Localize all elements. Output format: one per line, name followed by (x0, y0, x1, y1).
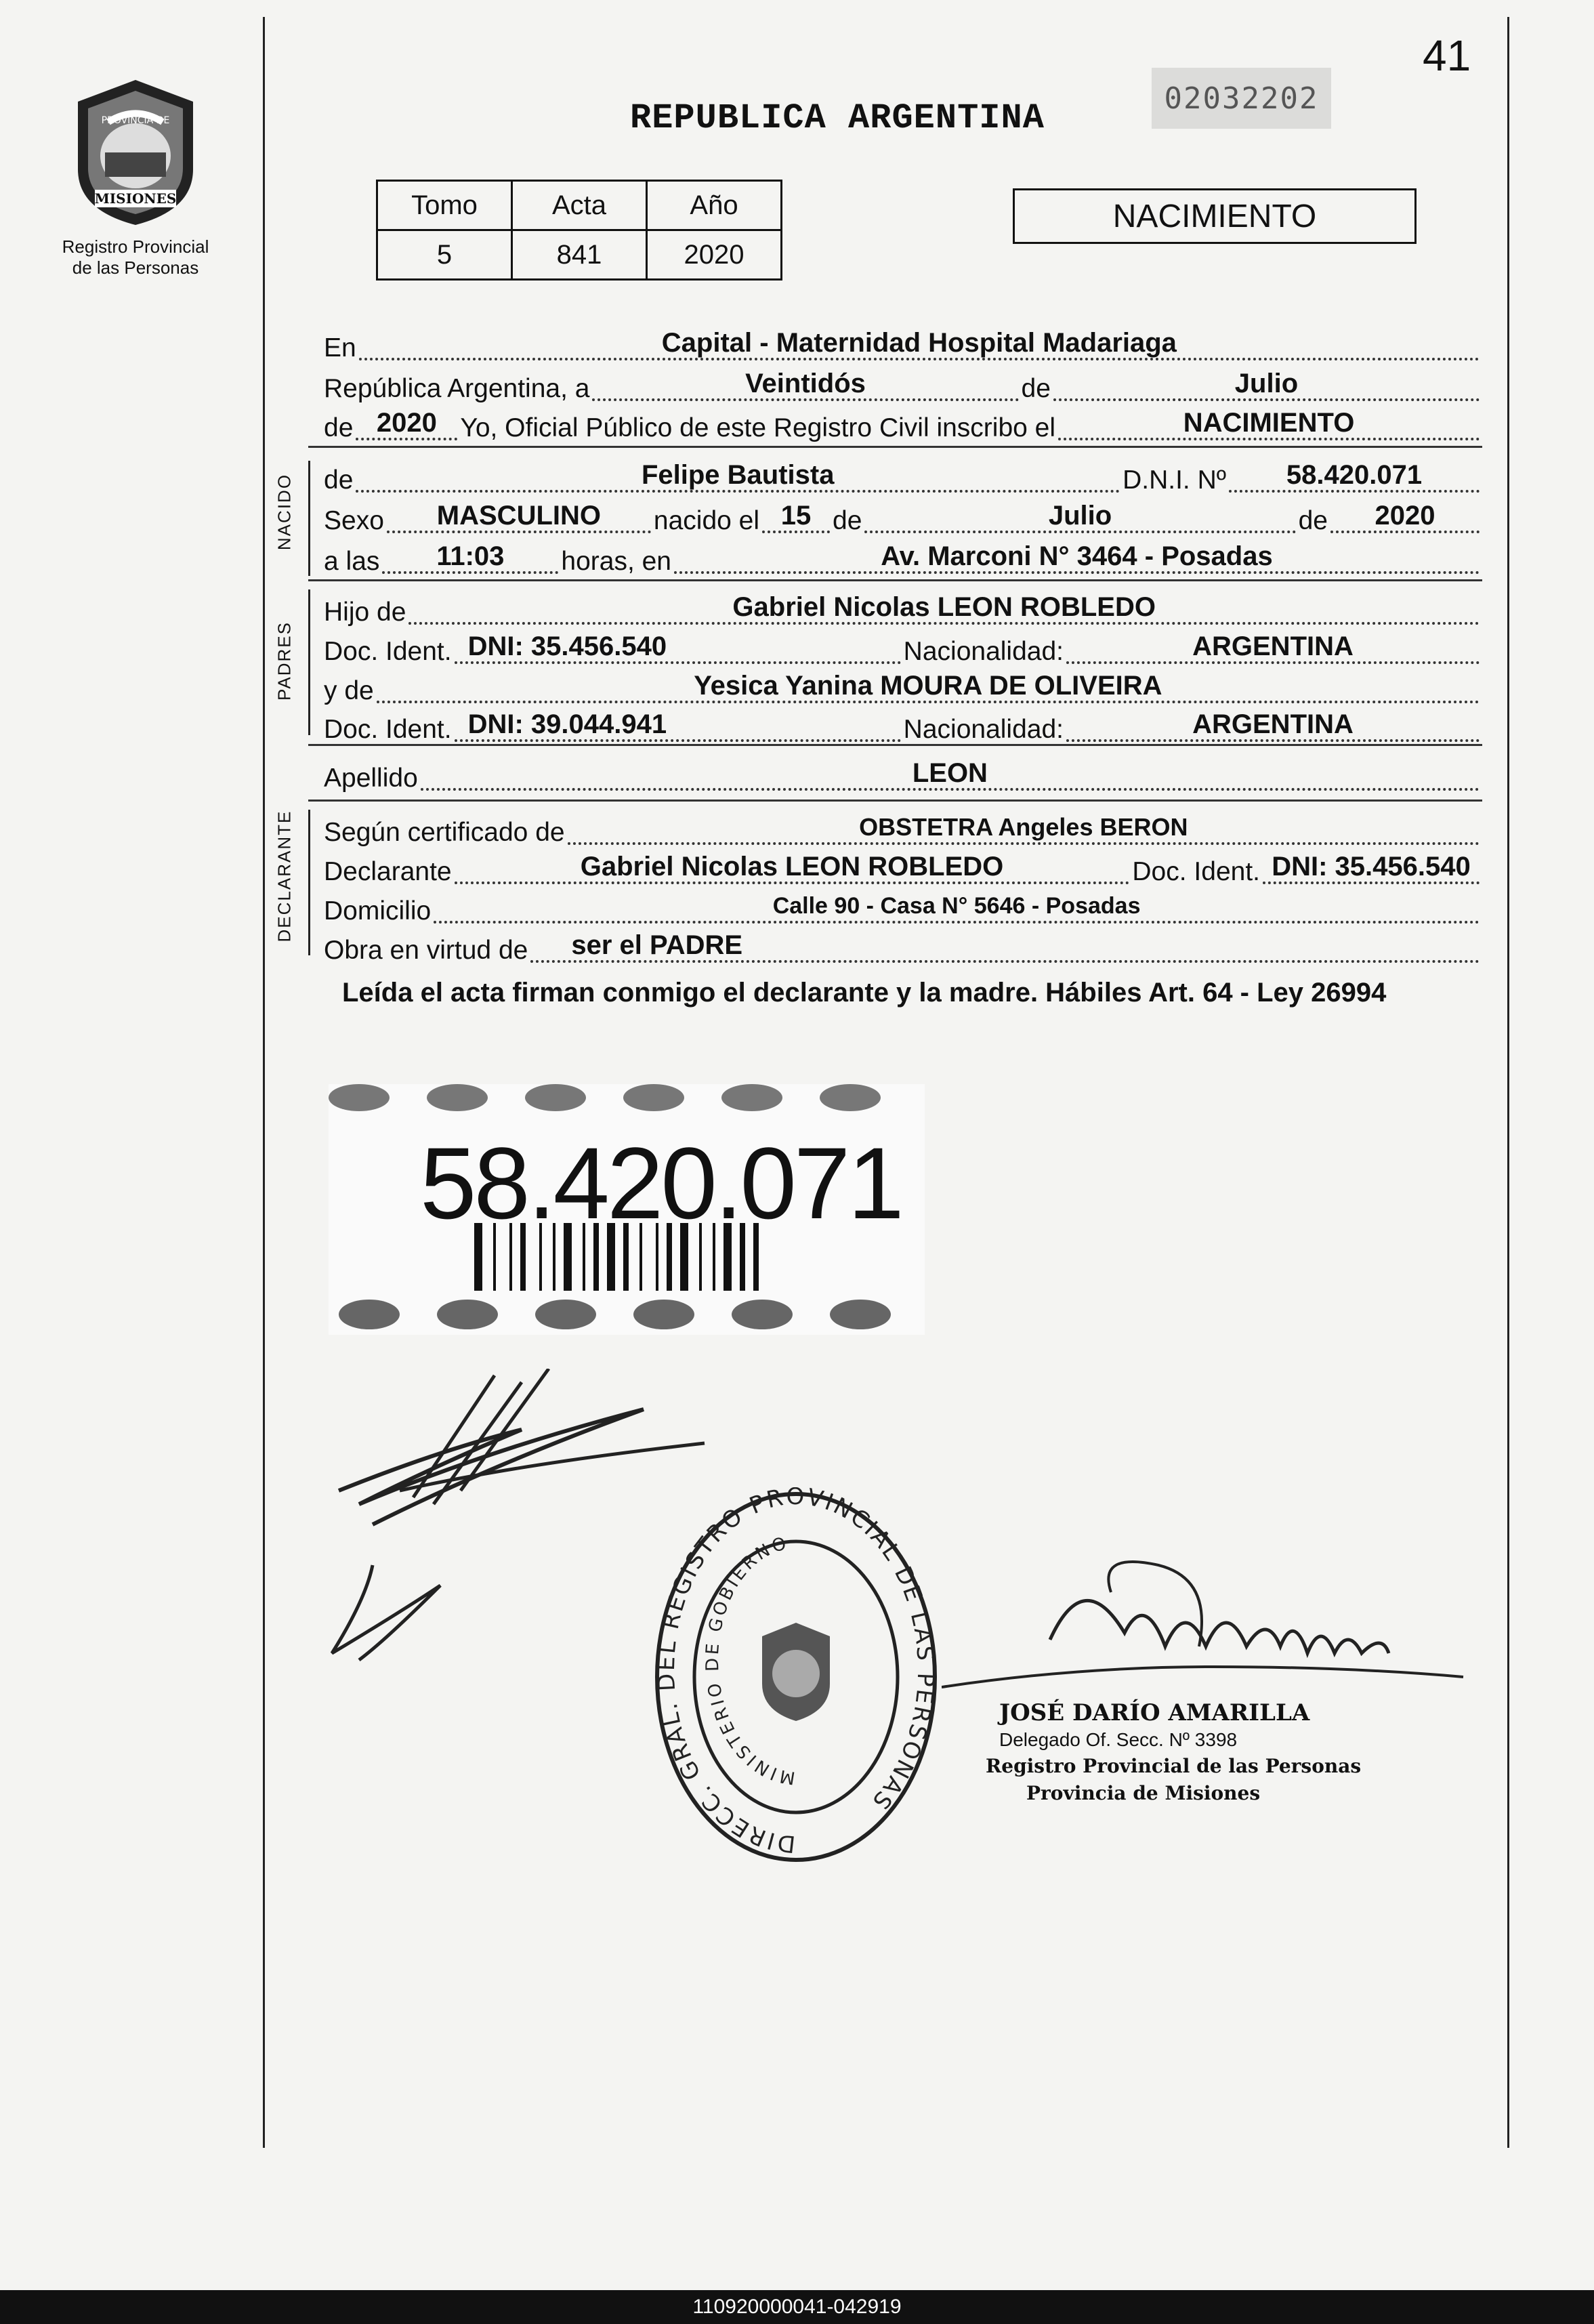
line-father-doc: Doc. Ident. DNI: 35.456.540 Nacionalidad: ARGENTINA (324, 629, 1482, 668)
declarante-bracket (308, 810, 310, 955)
record-value-ano: 2020 (647, 230, 782, 280)
declarant-name-value: Gabriel Nicolas LEON ROBLEDO (580, 852, 1004, 881)
padres-bracket (308, 589, 310, 735)
line-birth-time-place: a las 11:03 horas, en Av. Marconi N° 3464 - Posadas (324, 539, 1482, 578)
certificate-value: OBSTETRA Angeles BERON (859, 813, 1188, 841)
line-place: En Capital - Maternidad Hospital Madariaga (324, 325, 1482, 365)
father-doc-value: DNI: 35.456.540 (467, 631, 667, 661)
mother-doc-value: DNI: 39.044.941 (467, 709, 667, 739)
line-mother-name: y de Yesica Yanina MOURA DE OLIVEIRA (324, 668, 1482, 707)
registry-logo (47, 75, 224, 278)
mother-nationality-value: ARGENTINA (1192, 709, 1354, 739)
father-name-value: Gabriel Nicolas LEON ROBLEDO (732, 592, 1156, 622)
control-number: 02032202 (1152, 68, 1331, 129)
line-certificate: Según certificado de OBSTETRA Angeles BERON (324, 810, 1482, 849)
record-header-acta: Acta (512, 181, 647, 230)
birth-time-value: 11:03 (436, 541, 505, 571)
line-declarant: Declarante Gabriel Nicolas LEON ROBLEDO Doc. Ident. DNI: 35.456.540 (324, 849, 1482, 888)
birth-place-value: Av. Marconi N° 3464 - Posadas (881, 541, 1273, 571)
official-registry: Registro Provincial de las Personas (986, 1755, 1362, 1777)
record-table (376, 180, 782, 281)
line-inscribo: de 2020 Yo, Oficial Público de este Registro Civil inscribo el NACIMIENTO (324, 405, 1482, 444)
year-value: 2020 (376, 408, 437, 438)
place-value: Capital - Maternidad Hospital Madariaga (661, 328, 1177, 358)
separator (308, 744, 1482, 746)
line-capacity: Obra en virtud de ser el PADRE (324, 928, 1482, 967)
line-date: República Argentina, a Veintidós de Julio (324, 366, 1482, 405)
registry-caption: Registro Provincial de las Personas (62, 236, 209, 278)
declarante-section-label: DECLARANTE (274, 810, 295, 942)
official-role: Delegado Of. Secc. Nº 3398 (999, 1729, 1238, 1750)
closing-text: Leída el acta firman conmigo el declarante y la madre. Hábiles Art. 64 - Ley 26994 (342, 978, 1387, 1008)
sticker-bottom-emblems (339, 1300, 891, 1329)
sticker-top-emblems (329, 1084, 881, 1111)
svg-text:DIRECC. GRAL. DEL REGISTRO PRO: DIRECC. GRAL. DEL REGISTRO PROVINCIAL DE LAS PERSONAS (652, 1487, 940, 1858)
month-value: Julio (1234, 369, 1299, 398)
line-father-name: Hijo de Gabriel Nicolas LEON ROBLEDO (324, 589, 1482, 629)
record-table-value-row (377, 230, 782, 280)
birth-year-value: 2020 (1375, 501, 1435, 531)
right-margin-line (1507, 17, 1509, 2148)
line-sex-birthdate: Sexo MASCULINO nacido el 15 de Julio de 2020 (324, 498, 1482, 537)
birth-month-value: Julio (1048, 501, 1112, 531)
line-surname: Apellido LEON (324, 755, 1482, 795)
declarant-doc-value: DNI: 35.456.540 (1272, 852, 1471, 881)
line-mother-doc: Doc. Ident. DNI: 39.044.941 Nacionalidad: ARGENTINA (324, 707, 1482, 746)
footer-code: 110920000041-042919 (0, 2290, 1594, 2324)
separator (308, 579, 1482, 581)
left-margin-line (263, 17, 265, 2148)
svg-text:MINISTERIO DE GOBIERNO: MINISTERIO DE GOBIERNO (702, 1533, 797, 1788)
svg-text:PROVINCIA DE: PROVINCIA DE (101, 115, 170, 126)
father-nationality-value: ARGENTINA (1192, 631, 1354, 661)
child-dni-value: 58.420.071 (1286, 460, 1423, 490)
record-table-header-row (377, 181, 782, 230)
record-value-acta: 841 (512, 230, 647, 280)
child-name-value: Felipe Bautista (641, 460, 835, 490)
act-type-value: NACIMIENTO (1183, 408, 1355, 438)
mother-name-value: Yesica Yanina MOURA DE OLIVEIRA (694, 671, 1162, 701)
birth-day-value: 15 (780, 501, 812, 531)
record-header-ano: Año (647, 181, 782, 230)
official-province: Provincia de Misiones (1026, 1782, 1261, 1804)
province-shield-icon (68, 75, 203, 230)
separator (308, 800, 1482, 802)
line-child-name: de Felipe Bautista D.N.I. Nº 58.420.071 (324, 457, 1482, 497)
document-title: REPUBLICA ARGENTINA (630, 98, 1045, 138)
record-type-box: NACIMIENTO (1013, 188, 1417, 244)
nacido-bracket (308, 461, 310, 576)
official-name: JOSÉ DARÍO AMARILLA (999, 1699, 1310, 1726)
line-address: Domicilio Calle 90 - Casa N° 5646 - Posadas (324, 888, 1482, 928)
svg-text:MISIONES: MISIONES (94, 190, 177, 207)
folio-number: 41 (1423, 31, 1471, 80)
official-seal (650, 1487, 942, 1867)
sex-value: MASCULINO (436, 501, 602, 531)
surname-value: LEON (912, 758, 988, 788)
separator (308, 446, 1482, 448)
capacity-value: ser el PADRE (571, 930, 743, 960)
padres-section-label: PADRES (274, 621, 295, 701)
dni-sticker-number: 58.420.071 (420, 1126, 902, 1240)
address-value: Calle 90 - Casa N° 5646 - Posadas (772, 893, 1141, 919)
record-value-tomo: 5 (377, 230, 512, 280)
official-seal-icon (650, 1487, 942, 1867)
day-words-value: Veintidós (745, 369, 866, 398)
nacido-section-label: NACIDO (274, 473, 295, 551)
record-header-tomo: Tomo (377, 181, 512, 230)
